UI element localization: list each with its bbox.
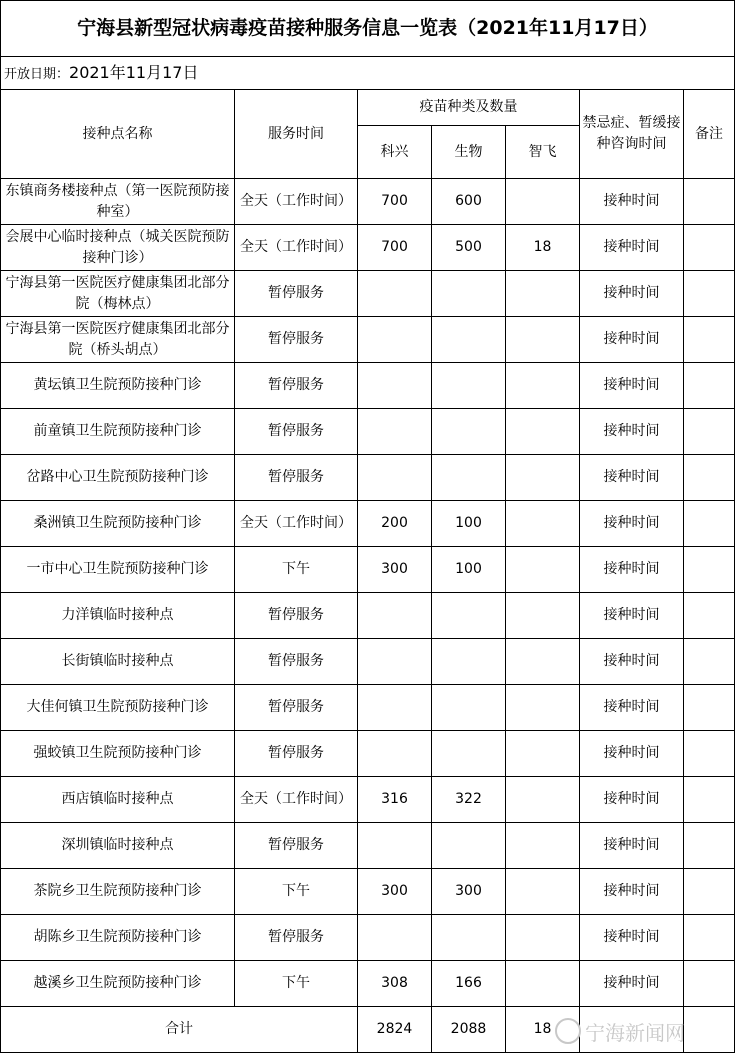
header-vaccine-group: 疫苗种类及数量 (358, 90, 580, 126)
table-row (1, 639, 735, 685)
zhifei-count (506, 869, 580, 915)
kexing-count (358, 317, 432, 363)
remark (684, 455, 735, 501)
site-name: 胡陈乡卫生院预防接种门诊 (1, 915, 235, 961)
watermark-logo-icon (555, 1018, 581, 1044)
service-time: 全天（工作时间） (235, 225, 358, 271)
table-row (1, 685, 735, 731)
total-label: 合计 (1, 1007, 358, 1053)
table-row (1, 409, 735, 455)
consult-time: 接种时间 (580, 869, 684, 915)
remark (684, 501, 735, 547)
table-row (1, 225, 735, 271)
table-row (1, 179, 735, 225)
table-row (1, 915, 735, 961)
table-row (1, 501, 735, 547)
zhifei-count: 18 (506, 225, 580, 271)
table-row (1, 455, 735, 501)
shengwu-count (432, 685, 506, 731)
page-title: 宁海县新型冠状病毒疫苗接种服务信息一览表（2021年11月17日） (1, 1, 735, 57)
site-name: 一市中心卫生院预防接种门诊 (1, 547, 235, 593)
zhifei-count (506, 455, 580, 501)
consult-time: 接种时间 (580, 409, 684, 455)
header-kexing: 科兴 (358, 126, 432, 179)
shengwu-count: 100 (432, 547, 506, 593)
header-zhifei: 智飞 (506, 126, 580, 179)
consult-time: 接种时间 (580, 593, 684, 639)
kexing-count (358, 685, 432, 731)
service-time: 暂停服务 (235, 915, 358, 961)
table-row (1, 731, 735, 777)
table-row (1, 869, 735, 915)
zhifei-count (506, 271, 580, 317)
table-row (1, 317, 735, 363)
shengwu-count (432, 639, 506, 685)
remark (684, 225, 735, 271)
consult-time: 接种时间 (580, 639, 684, 685)
zhifei-count (506, 501, 580, 547)
zhifei-count (506, 823, 580, 869)
remark (684, 639, 735, 685)
remark (684, 777, 735, 823)
site-name: 会展中心临时接种点（城关医院预防接种门诊） (1, 225, 235, 271)
shengwu-count: 322 (432, 777, 506, 823)
service-time: 下午 (235, 961, 358, 1007)
header-shengwu: 生物 (432, 126, 506, 179)
site-name: 黄坛镇卫生院预防接种门诊 (1, 363, 235, 409)
site-name: 越溪乡卫生院预防接种门诊 (1, 961, 235, 1007)
shengwu-count (432, 271, 506, 317)
kexing-count: 316 (358, 777, 432, 823)
service-time: 全天（工作时间） (235, 777, 358, 823)
service-time: 全天（工作时间） (235, 501, 358, 547)
site-name: 桑洲镇卫生院预防接种门诊 (1, 501, 235, 547)
table-row (1, 271, 735, 317)
service-time: 暂停服务 (235, 455, 358, 501)
remark (684, 179, 735, 225)
remark (684, 317, 735, 363)
consult-time: 接种时间 (580, 823, 684, 869)
kexing-count: 300 (358, 869, 432, 915)
open-date-label: 开放日期： (4, 66, 70, 82)
service-time: 暂停服务 (235, 685, 358, 731)
consult-time: 接种时间 (580, 547, 684, 593)
kexing-count (358, 593, 432, 639)
kexing-count (358, 639, 432, 685)
shengwu-count (432, 455, 506, 501)
service-time: 暂停服务 (235, 363, 358, 409)
shengwu-count (432, 731, 506, 777)
site-name: 宁海县第一医院医疗健康集团北部分院（桥头胡点） (1, 317, 235, 363)
shengwu-count (432, 409, 506, 455)
header-consult: 禁忌症、暂缓接种咨询时间 (580, 90, 684, 179)
header-site: 接种点名称 (1, 90, 235, 179)
table-row (1, 593, 735, 639)
service-time: 暂停服务 (235, 823, 358, 869)
header-remark: 备注 (684, 90, 735, 179)
consult-time: 接种时间 (580, 317, 684, 363)
zhifei-count (506, 777, 580, 823)
remark (684, 685, 735, 731)
kexing-count (358, 823, 432, 869)
consult-time: 接种时间 (580, 271, 684, 317)
table-row (1, 363, 735, 409)
service-time: 暂停服务 (235, 317, 358, 363)
table-row (1, 547, 735, 593)
shengwu-count: 100 (432, 501, 506, 547)
consult-time: 接种时间 (580, 915, 684, 961)
zhifei-count (506, 179, 580, 225)
consult-time: 接种时间 (580, 179, 684, 225)
site-name: 深圳镇临时接种点 (1, 823, 235, 869)
zhifei-count (506, 961, 580, 1007)
remark (684, 823, 735, 869)
site-name: 茶院乡卫生院预防接种门诊 (1, 869, 235, 915)
consult-time: 接种时间 (580, 501, 684, 547)
consult-time: 接种时间 (580, 685, 684, 731)
service-time: 下午 (235, 869, 358, 915)
consult-time: 接种时间 (580, 777, 684, 823)
site-name: 力洋镇临时接种点 (1, 593, 235, 639)
shengwu-count: 166 (432, 961, 506, 1007)
site-name: 前童镇卫生院预防接种门诊 (1, 409, 235, 455)
zhifei-count (506, 409, 580, 455)
kexing-count (358, 271, 432, 317)
kexing-count (358, 363, 432, 409)
service-time: 下午 (235, 547, 358, 593)
site-name: 强蛟镇卫生院预防接种门诊 (1, 731, 235, 777)
site-name: 岔路中心卫生院预防接种门诊 (1, 455, 235, 501)
table-row (1, 777, 735, 823)
zhifei-count (506, 685, 580, 731)
site-name: 西店镇临时接种点 (1, 777, 235, 823)
remark (684, 961, 735, 1007)
zhifei-count (506, 547, 580, 593)
watermark-text: 宁海新闻网 (585, 1020, 685, 1045)
total-kexing: 2824 (358, 1007, 432, 1053)
remark (684, 915, 735, 961)
remark (684, 547, 735, 593)
service-time: 暂停服务 (235, 409, 358, 455)
service-time: 暂停服务 (235, 731, 358, 777)
consult-time: 接种时间 (580, 731, 684, 777)
remark (684, 271, 735, 317)
remark (684, 409, 735, 455)
zhifei-count (506, 363, 580, 409)
kexing-count (358, 915, 432, 961)
service-time: 暂停服务 (235, 593, 358, 639)
table-row (1, 823, 735, 869)
watermark (555, 1012, 725, 1050)
shengwu-count (432, 363, 506, 409)
kexing-count: 300 (358, 547, 432, 593)
zhifei-count (506, 915, 580, 961)
kexing-count (358, 409, 432, 455)
service-time: 暂停服务 (235, 271, 358, 317)
service-time: 全天（工作时间） (235, 179, 358, 225)
kexing-count: 700 (358, 179, 432, 225)
service-time: 暂停服务 (235, 639, 358, 685)
remark (684, 869, 735, 915)
table-row (1, 961, 735, 1007)
header-service-time: 服务时间 (235, 90, 358, 179)
total-zhifei: 18 (506, 1007, 580, 1053)
shengwu-count: 300 (432, 869, 506, 915)
site-name: 宁海县第一医院医疗健康集团北部分院（梅林点） (1, 271, 235, 317)
site-name: 东镇商务楼接种点（第一医院预防接种室） (1, 179, 235, 225)
kexing-count: 200 (358, 501, 432, 547)
shengwu-count (432, 593, 506, 639)
open-date (1, 57, 735, 90)
shengwu-count (432, 823, 506, 869)
kexing-count: 700 (358, 225, 432, 271)
site-name: 大佳何镇卫生院预防接种门诊 (1, 685, 235, 731)
zhifei-count (506, 317, 580, 363)
site-name: 长街镇临时接种点 (1, 639, 235, 685)
shengwu-count: 500 (432, 225, 506, 271)
kexing-count (358, 455, 432, 501)
shengwu-count: 600 (432, 179, 506, 225)
kexing-count: 308 (358, 961, 432, 1007)
kexing-count (358, 731, 432, 777)
consult-time: 接种时间 (580, 363, 684, 409)
total-shengwu: 2088 (432, 1007, 506, 1053)
open-date-value: 2021年11月17日 (69, 62, 199, 82)
shengwu-count (432, 317, 506, 363)
zhifei-count (506, 639, 580, 685)
shengwu-count (432, 915, 506, 961)
consult-time: 接种时间 (580, 455, 684, 501)
zhifei-count (506, 731, 580, 777)
consult-time: 接种时间 (580, 961, 684, 1007)
consult-time: 接种时间 (580, 225, 684, 271)
remark (684, 731, 735, 777)
remark (684, 363, 735, 409)
zhifei-count (506, 593, 580, 639)
remark (684, 593, 735, 639)
